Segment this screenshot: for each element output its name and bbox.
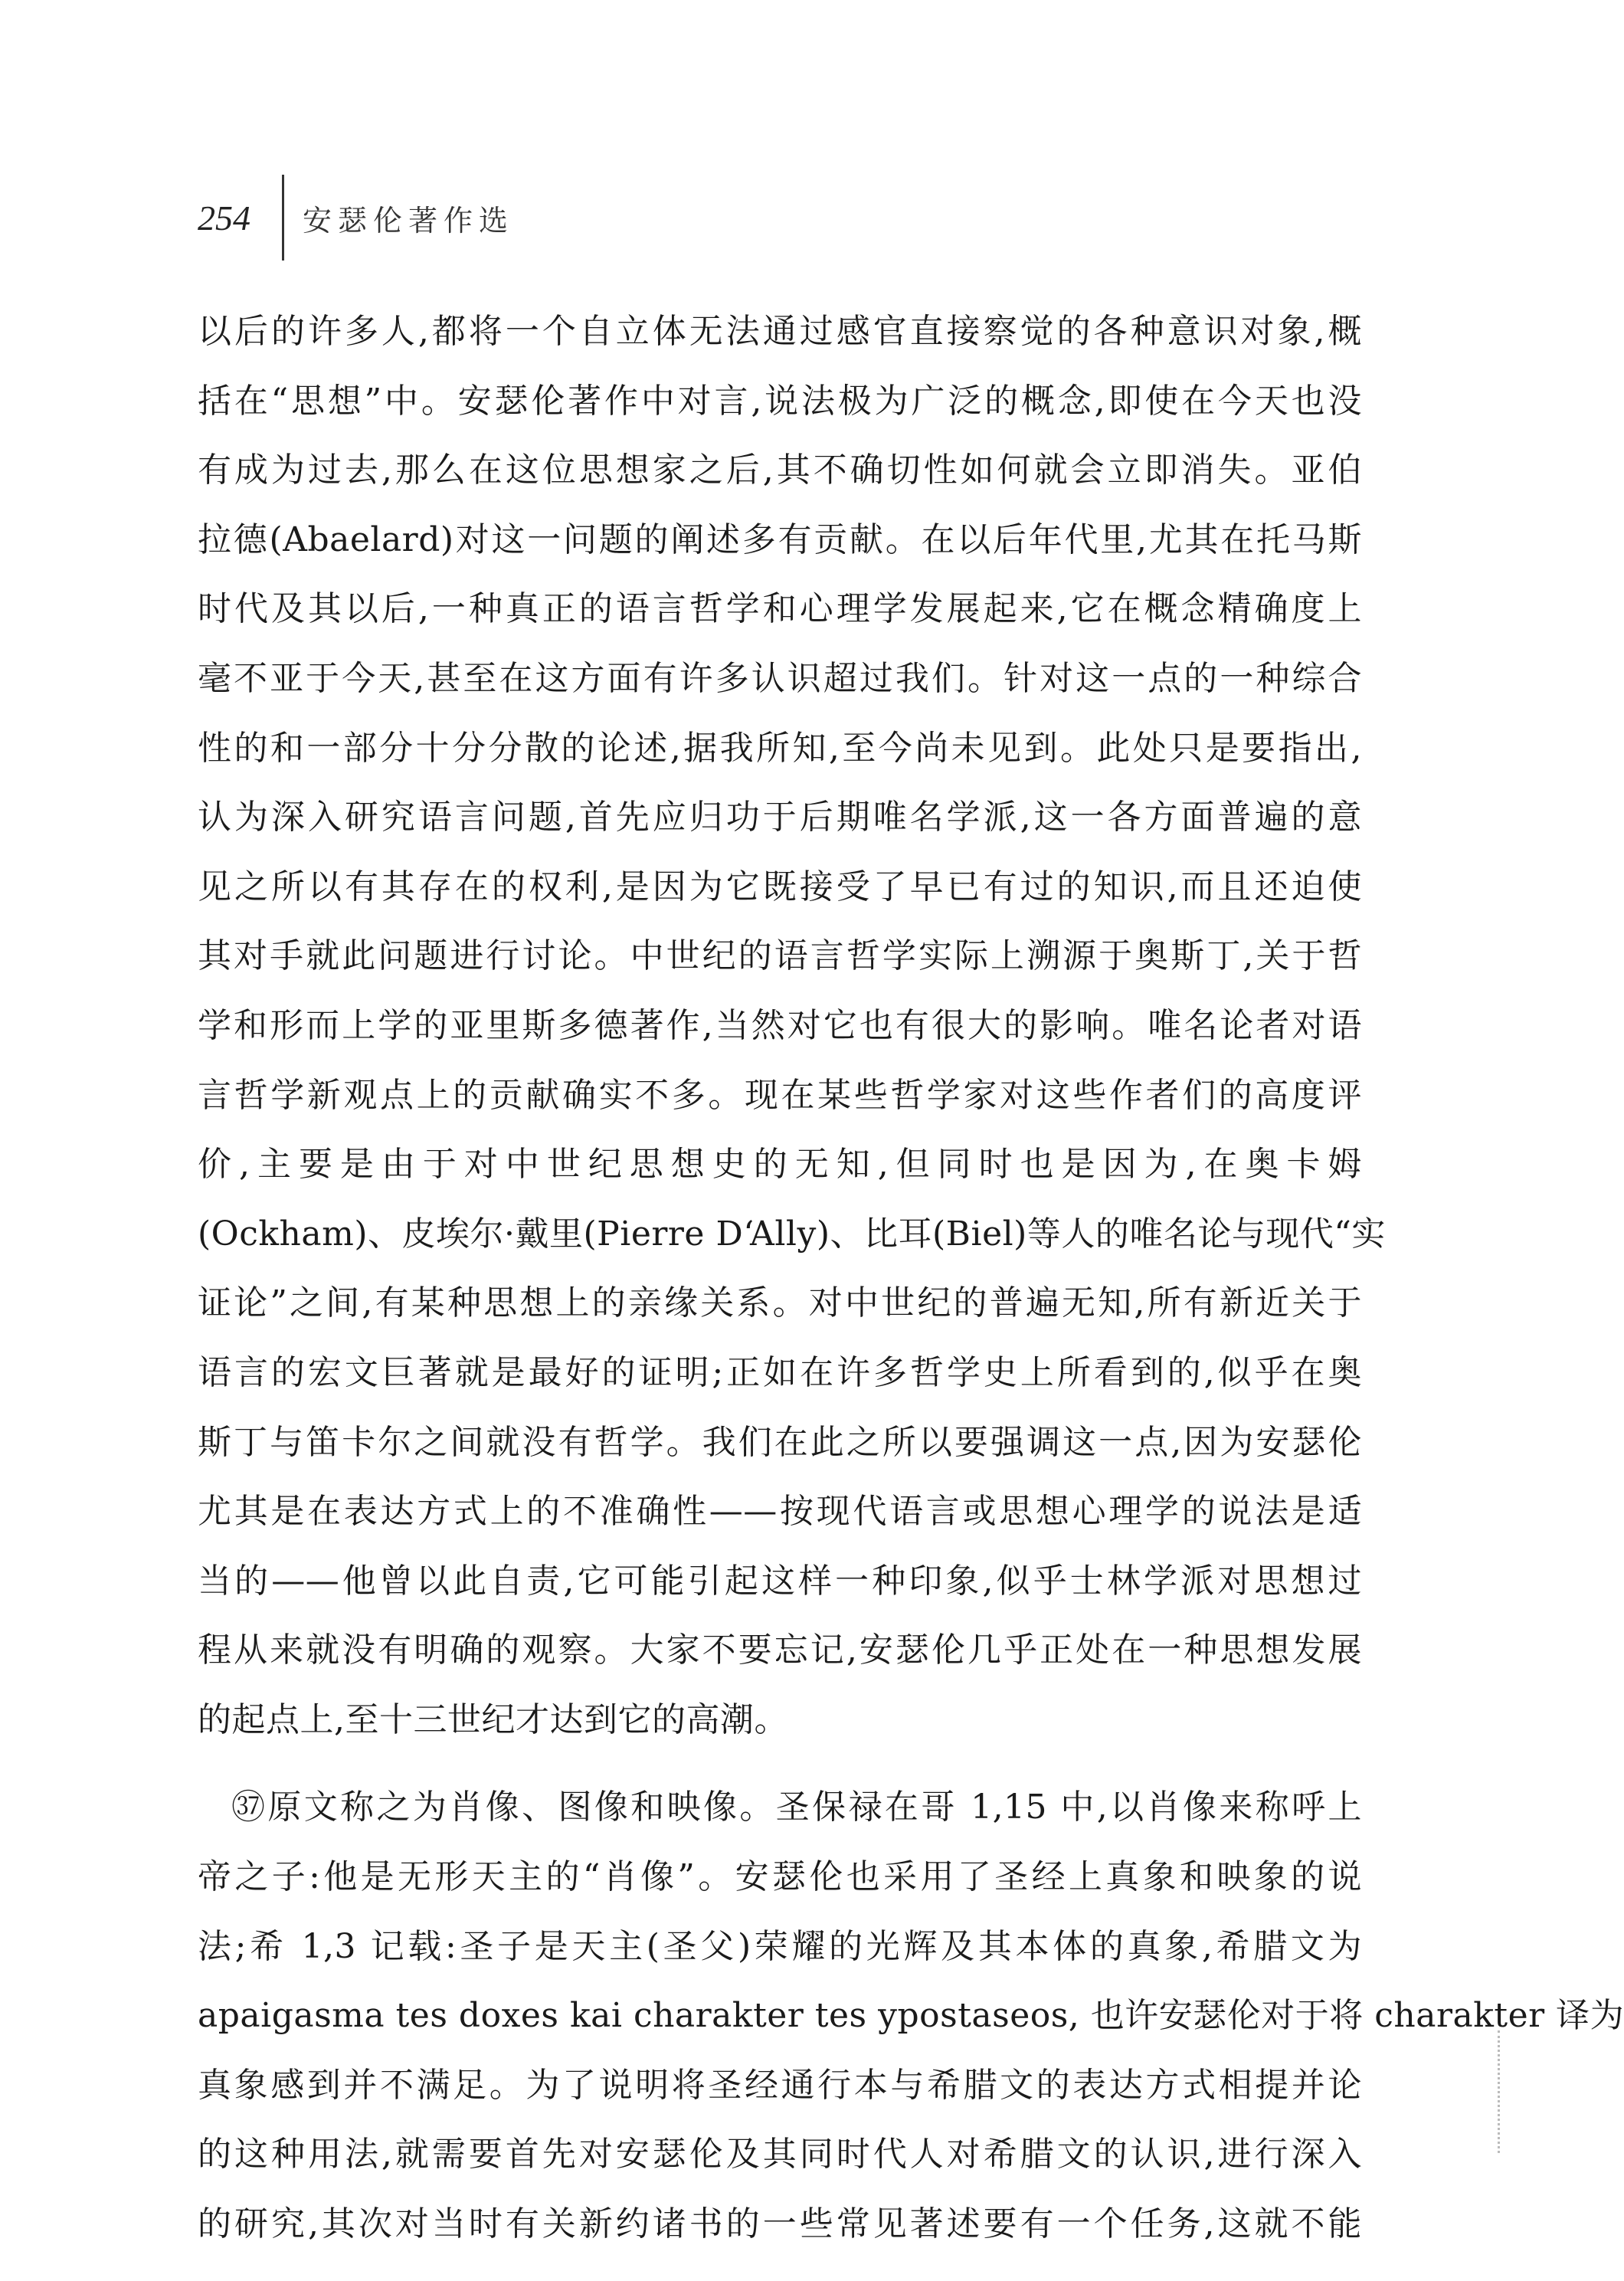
body-line: 括在“思想”中。安瑟伦著作中对言,说法极为广泛的概念,即使在今天也没 bbox=[198, 381, 1362, 421]
body-line: 学和形而上学的亚里斯多德著作,当然对它也有很大的影响。唯名论者对语 bbox=[198, 1005, 1362, 1045]
body-line: 尤其是在表达方式上的不准确性——按现代语言或思想心理学的说法是适 bbox=[198, 1492, 1362, 1532]
note-line: 法;希 1,3 记载:圣子是天主(圣父)荣耀的光辉及其本体的真象,希腊文为 bbox=[198, 1926, 1362, 1966]
body-line: 性的和一部分十分分散的论述,据我所知,至今尚未见到。此处只是要指出, bbox=[198, 728, 1362, 768]
scan-edge-mark bbox=[1498, 2030, 1503, 2153]
note-line: apaigasma tes doxes kai charakter tes ypostaseos, 也许安瑟伦对于将 charakter 译为 bbox=[198, 1996, 1624, 2036]
running-title: 安瑟伦著作选 bbox=[303, 203, 515, 238]
body-line: 当的——他曾以此自责,它可能引起这样一种印象,似乎士林学派对思想过 bbox=[198, 1561, 1362, 1601]
page-header bbox=[198, 175, 514, 261]
body-line: 拉德(Abaelard)对这一问题的阐述多有贡献。在以后年代里,尤其在托马斯 bbox=[198, 519, 1362, 559]
note-line: 的研究,其次对当时有关新约诸书的一些常见著述要有一个任务,这就不能 bbox=[198, 2204, 1362, 2244]
page-number: 254 bbox=[198, 198, 250, 238]
body-line: 证论”之间,有某种思想上的亲缘关系。对中世纪的普遍无知,所有新近关于 bbox=[198, 1283, 1362, 1323]
paragraph-gap bbox=[198, 1755, 1362, 1773]
page-body bbox=[198, 297, 1624, 2260]
body-line: 言哲学新观点上的贡献确实不多。现在某些哲学家对这些作者们的高度评 bbox=[198, 1075, 1362, 1115]
note-line: 的这种用法,就需要首先对安瑟伦及其同时代人对希腊文的认识,进行深入 bbox=[198, 2135, 1362, 2174]
note-line: ㊲原文称之为肖像、图像和映像。圣保禄在哥 1,15 中,以肖像来称呼上 bbox=[231, 1788, 1362, 1827]
body-line: 斯丁与笛卡尔之间就没有哲学。我们在此之所以要强调这一点,因为安瑟伦 bbox=[198, 1422, 1362, 1462]
body-line: 的起点上,至十三世纪才达到它的高潮。 bbox=[198, 1699, 788, 1739]
body-line: (Ockham)、皮埃尔·戴里(Pierre D‘Ally)、比耳(Biel)等人的唯名论与现代“实 bbox=[198, 1214, 1386, 1254]
body-line: 价,主要是由于对中世纪思想史的无知,但同时也是因为,在奥卡姆 bbox=[198, 1145, 1362, 1185]
header-divider bbox=[282, 175, 284, 261]
body-line: 毫不亚于今天,甚至在这方面有许多认识超过我们。针对这一点的一种综合 bbox=[198, 658, 1362, 698]
body-line: 时代及其以后,一种真正的语言哲学和心理学发展起来,它在概念精确度上 bbox=[198, 589, 1362, 629]
body-line: 程从来就没有明确的观察。大家不要忘记,安瑟伦几乎正处在一种思想发展 bbox=[198, 1630, 1362, 1670]
body-line: 有成为过去,那么在这位思想家之后,其不确切性如何就会立即消失。亚伯 bbox=[198, 451, 1362, 490]
note-line: 真象感到并不满足。为了说明将圣经通行本与希腊文的表达方式相提并论 bbox=[198, 2065, 1362, 2105]
body-line: 语言的宏文巨著就是最好的证明;正如在许多哲学史上所看到的,似乎在奥 bbox=[198, 1352, 1362, 1392]
note-line: 帝之子:他是无形天主的“肖像”。安瑟伦也采用了圣经上真象和映象的说 bbox=[198, 1857, 1362, 1897]
body-line: 其对手就此问题进行讨论。中世纪的语言哲学实际上溯源于奥斯丁,关于哲 bbox=[198, 936, 1362, 976]
body-line: 认为深入研究语言问题,首先应归功于后期唯名学派,这一各方面普遍的意 bbox=[198, 798, 1362, 837]
body-line: 见之所以有其存在的权利,是因为它既接受了早已有过的知识,而且还迫使 bbox=[198, 867, 1362, 906]
body-line: 以后的许多人,都将一个自立体无法通过感官直接察觉的各种意识对象,概 bbox=[198, 312, 1362, 351]
